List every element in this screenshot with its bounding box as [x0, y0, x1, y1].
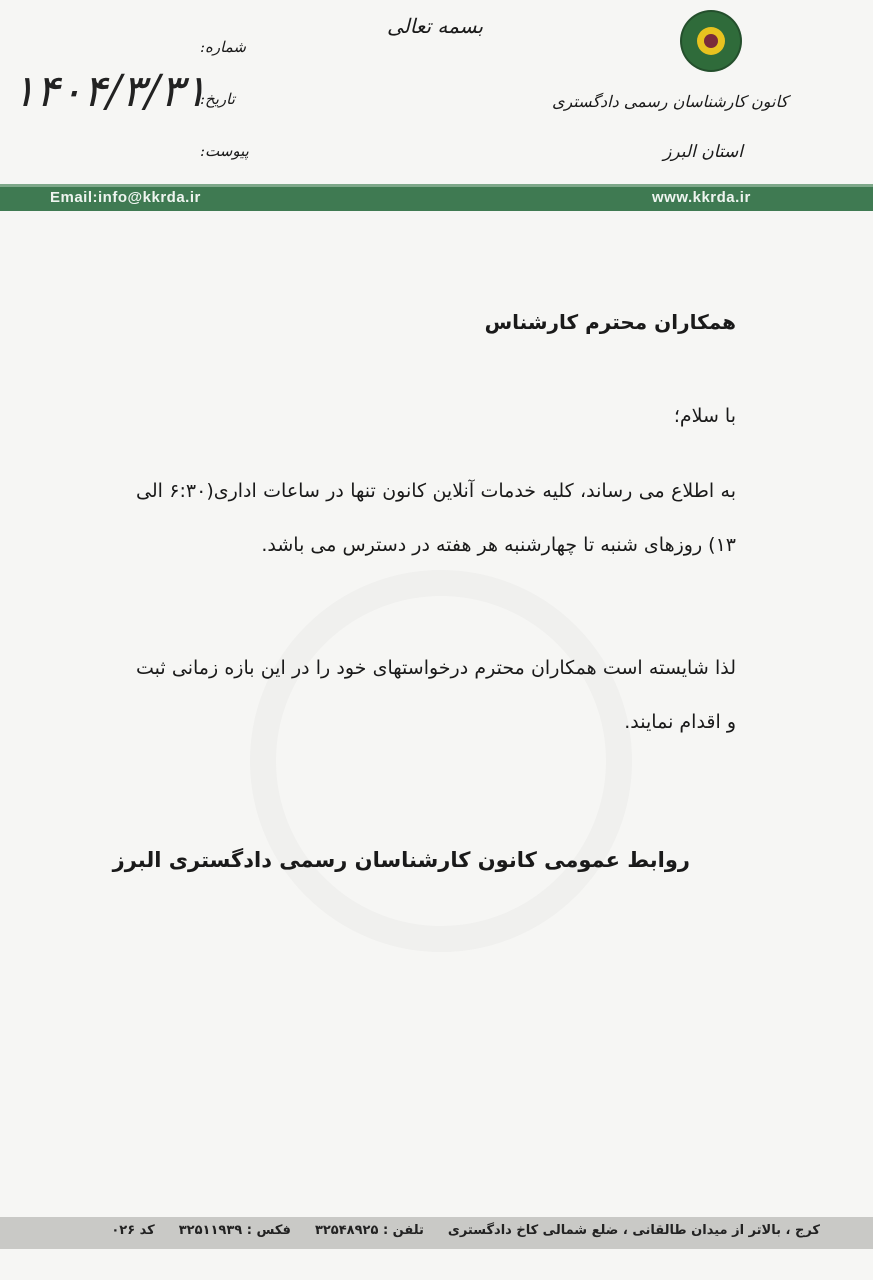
logo-core: [704, 34, 718, 48]
date-label: تاریخ:: [200, 90, 235, 108]
signature: روابط عمومی کانون کارشناسان رسمی دادگستری البرز: [112, 848, 690, 872]
footer-contact: [40, 1223, 820, 1238]
footer-fax: فکس : ۳۲۵۱۱۹۳۹: [178, 1223, 291, 1238]
organization-name: کانون کارشناسان رسمی دادگستری: [551, 92, 788, 111]
footer-address: کرج ، بالاتر از میدان طالقانی ، ضلع شمالی کاخ دادگستری: [447, 1223, 820, 1238]
paragraph-2: لذا شایسته است همکاران محترم درخواستهای خود را در این بازه زمانی ثبت و اقدام نمایند.: [136, 657, 736, 733]
number-label: شماره:: [200, 38, 246, 56]
salutation: همکاران محترم کارشناس: [484, 310, 736, 334]
paragraph-1: به اطلاع می رساند، کلیه خدمات آنلاین کانون تنها در ساعات اداری(۶:۳۰ الی ۱۳) روزهای شنبه تا چهارشنبه هر هفته در دسترس می باشد.: [136, 480, 736, 556]
province-name: استان البرز: [663, 142, 743, 162]
attachment-label: پیوست:: [200, 142, 249, 160]
footer-code: کد ۰۲۶: [111, 1223, 155, 1238]
sun-emblem-icon: [682, 12, 740, 70]
email-link[interactable]: Email:info@kkrda.ir: [50, 189, 201, 206]
greeting: با سلام؛: [673, 405, 736, 427]
handwritten-date: ۱۴۰۴/۳/۳۱: [12, 66, 208, 117]
footer-phone: تلفن : ۳۲۵۴۸۹۲۵: [314, 1223, 424, 1238]
website-link[interactable]: www.kkrda.ir: [652, 189, 751, 206]
bismillah: بسمه تعالی: [386, 14, 484, 38]
watermark: [250, 570, 632, 952]
